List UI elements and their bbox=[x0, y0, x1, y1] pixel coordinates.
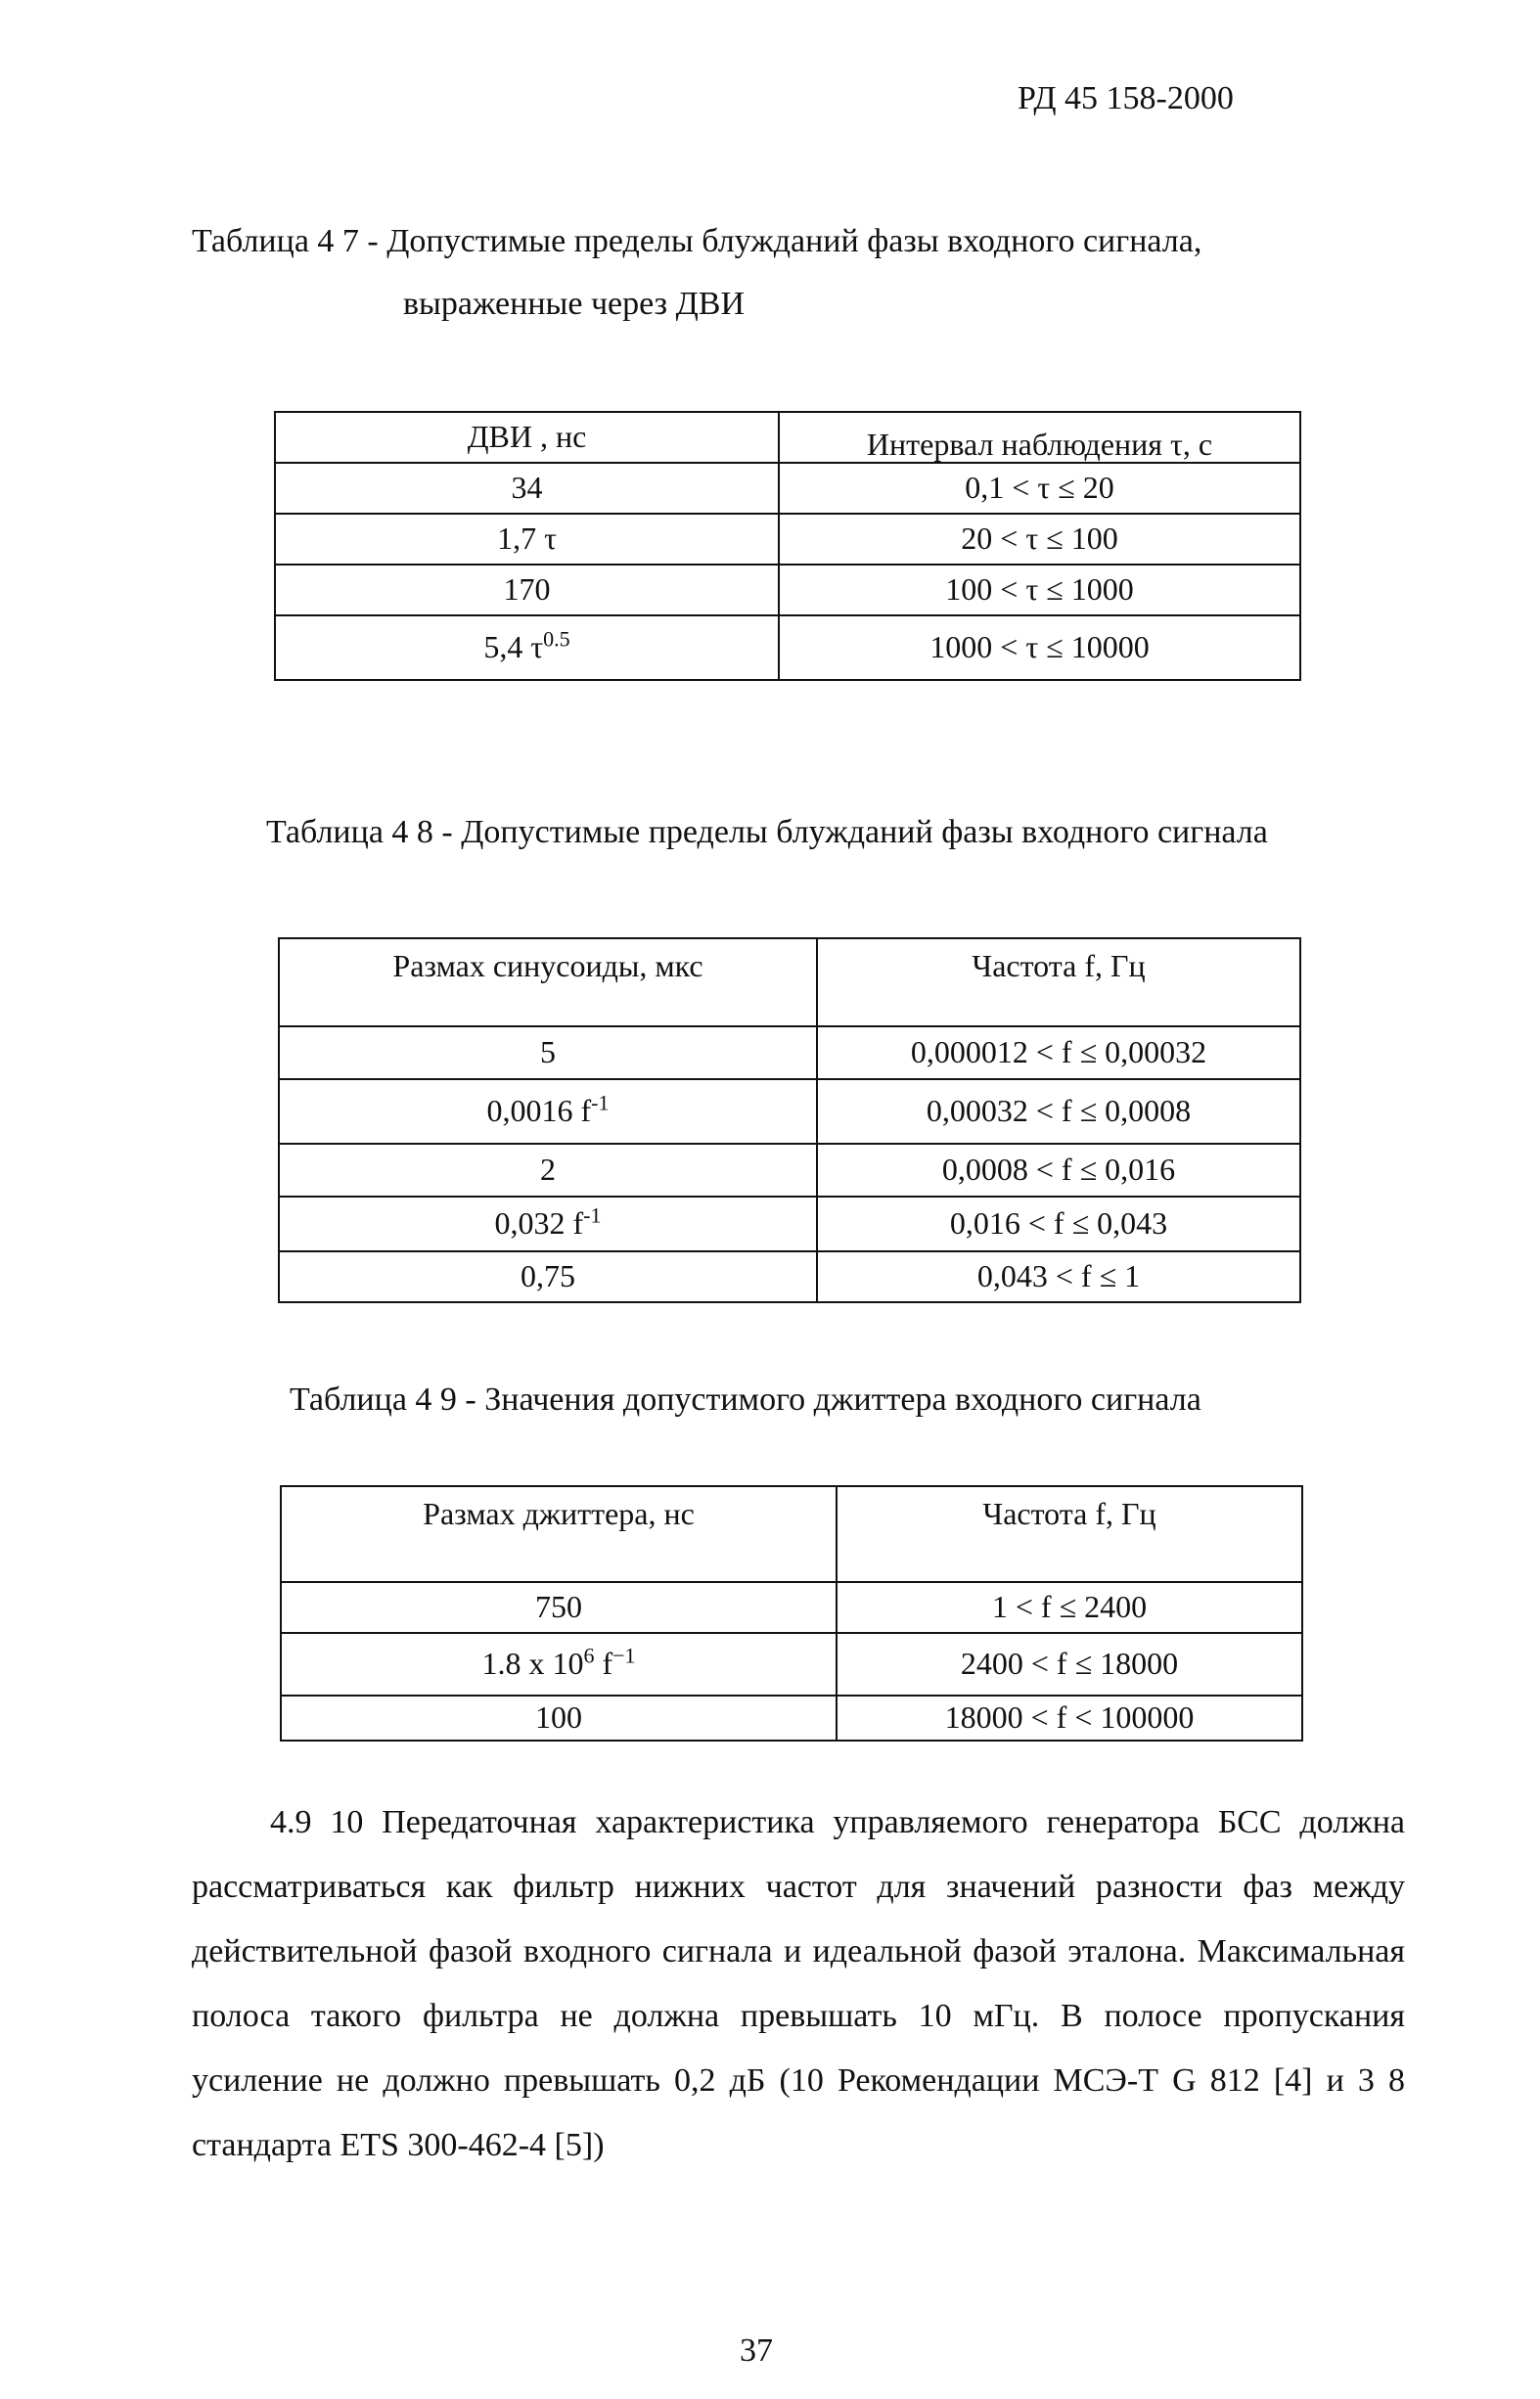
table-cell: 0,0008 < f ≤ 0,016 bbox=[817, 1144, 1300, 1197]
table-row bbox=[275, 615, 1300, 680]
table-header-row bbox=[279, 938, 1300, 1026]
table-header-cell: Частота f, Гц bbox=[837, 1486, 1302, 1582]
table-cell: 0,000012 < f ≤ 0,00032 bbox=[817, 1026, 1300, 1079]
table-cell: 2 bbox=[279, 1144, 817, 1197]
document-code: РД 45 158-2000 bbox=[1018, 80, 1234, 116]
table-cell: 5 bbox=[279, 1026, 817, 1079]
table-row bbox=[275, 463, 1300, 514]
formula-exponent: -1 bbox=[583, 1202, 602, 1228]
table-4-7 bbox=[274, 411, 1301, 681]
table-row bbox=[275, 514, 1300, 565]
table-row bbox=[279, 1079, 1300, 1144]
table-row bbox=[281, 1696, 1302, 1741]
table-cell bbox=[279, 1079, 817, 1144]
table-4-9-caption: Таблица 4 9 - Значения допустимого джиттера входного сигнала bbox=[290, 1381, 1201, 1418]
table-row bbox=[281, 1582, 1302, 1633]
table-4-7-caption-line1: Таблица 4 7 - Допустимые пределы блужданий фазы входного сигнала, bbox=[192, 223, 1202, 259]
table-cell: 34 bbox=[275, 463, 779, 514]
table-cell: 1,7 τ bbox=[275, 514, 779, 565]
table-row bbox=[279, 1026, 1300, 1079]
table-cell: 100 < τ ≤ 1000 bbox=[779, 565, 1300, 615]
paragraph-text: 4.9 10 Передаточная характеристика управляемого генератора БСС должна рассматриваться как фильтр нижних частот для значений разности фаз между действительной фазой входного сигнала и идеальной фазой эталона. Максимальная полоса такого фильтра не должна превышать 10 мГц. В полосе пропускания усиление не должно превышать 0,2 дБ (10 Рекомендации МСЭ-Т G 812 [4] и 3 8 стандарта ETS 300-462-4 [5]) bbox=[192, 1804, 1405, 2163]
table-cell: 0,75 bbox=[279, 1251, 817, 1302]
table-header-cell: Частота f, Гц bbox=[817, 938, 1300, 1026]
table-cell: 750 bbox=[281, 1582, 837, 1633]
table-header-cell: Размах синусоиды, мкс bbox=[279, 938, 817, 1026]
table-row bbox=[279, 1144, 1300, 1197]
table-row bbox=[279, 1197, 1300, 1251]
paragraph-4-9-10 bbox=[192, 1790, 1405, 2178]
table-4-7-caption-line2: выраженные через ДВИ bbox=[403, 286, 745, 322]
table-cell: 0,043 < f ≤ 1 bbox=[817, 1251, 1300, 1302]
table-cell: 20 < τ ≤ 100 bbox=[779, 514, 1300, 565]
table-cell bbox=[275, 615, 779, 680]
table-header-row bbox=[281, 1486, 1302, 1582]
table-row bbox=[279, 1251, 1300, 1302]
formula-exponent: 0.5 bbox=[543, 626, 570, 652]
formula-exponent: -1 bbox=[591, 1090, 610, 1115]
table-cell: 1000 < τ ≤ 10000 bbox=[779, 615, 1300, 680]
table-cell bbox=[281, 1633, 837, 1696]
formula-base: 0,0016 f bbox=[486, 1093, 592, 1129]
table-cell: 1 < f ≤ 2400 bbox=[837, 1582, 1302, 1633]
formula-base: 5,4 τ bbox=[483, 629, 544, 665]
table-cell bbox=[279, 1197, 817, 1251]
table-cell: 100 bbox=[281, 1696, 837, 1741]
formula-exponent: 6 bbox=[583, 1643, 595, 1668]
table-4-8-caption: Таблица 4 8 - Допустимые пределы блужданий фазы входного сигнала bbox=[266, 814, 1268, 850]
table-header-row bbox=[275, 412, 1300, 463]
formula-part: f bbox=[594, 1646, 613, 1682]
table-cell: 170 bbox=[275, 565, 779, 615]
table-header-cell: Интервал наблюдения τ, с bbox=[779, 412, 1300, 463]
table-cell: 0,016 < f ≤ 0,043 bbox=[817, 1197, 1300, 1251]
table-row bbox=[281, 1633, 1302, 1696]
table-row bbox=[275, 565, 1300, 615]
table-cell: 0,1 < τ ≤ 20 bbox=[779, 463, 1300, 514]
table-header-cell: ДВИ , нс bbox=[275, 412, 779, 463]
page-number: 37 bbox=[740, 2332, 773, 2369]
formula-base: 0,032 f bbox=[494, 1205, 584, 1242]
table-4-8 bbox=[278, 937, 1301, 1303]
table-cell: 18000 < f < 100000 bbox=[837, 1696, 1302, 1741]
formula-exponent: −1 bbox=[612, 1643, 636, 1668]
table-cell: 0,00032 < f ≤ 0,0008 bbox=[817, 1079, 1300, 1144]
table-header-cell: Размах джиттера, нс bbox=[281, 1486, 837, 1582]
table-4-9 bbox=[280, 1485, 1303, 1742]
table-cell: 2400 < f ≤ 18000 bbox=[837, 1633, 1302, 1696]
formula-part: 1.8 x 10 bbox=[481, 1646, 584, 1682]
